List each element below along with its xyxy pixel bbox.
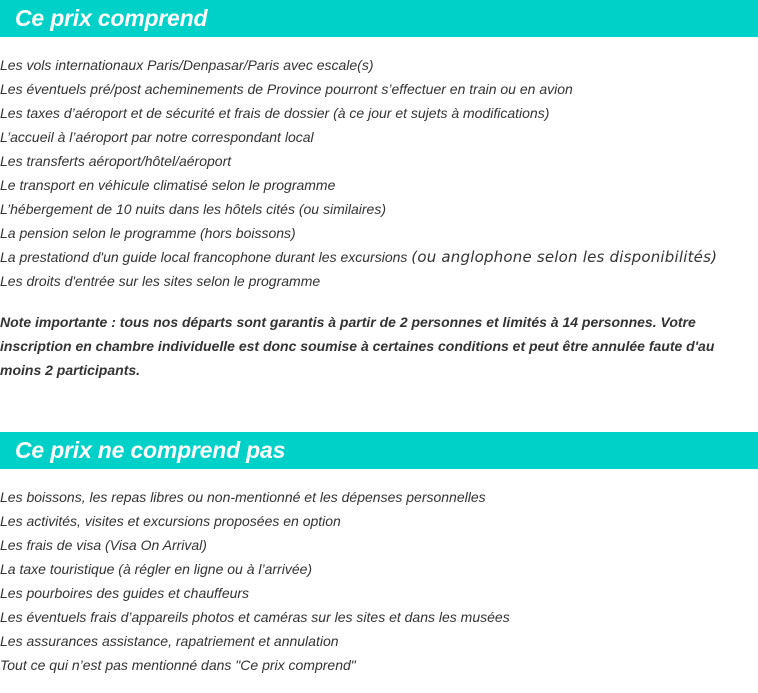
list-item: Les boissons, les repas libres ou non-mentionné et les dépenses personnelles [0,489,486,505]
list-item: Les droits d'entrée sur les sites selon le programme [0,273,321,289]
list-item: Les activités, visites et excursions proposées en option [0,513,341,529]
excludes-list [0,485,758,677]
list-item: Les éventuels pré/post acheminements de Province pourront s’effectuer en train ou en avion [0,81,573,97]
includes-header [0,0,758,37]
guide-language-note: (ou anglophone selon les disponibilités) [411,248,718,266]
list-item: La taxe touristique (à régler en ligne ou à l’arrivée) [0,561,313,577]
guide-item-text: La prestationd d'un guide local francophone durant les excursions [0,249,408,265]
list-item: Les frais de visa (Visa On Arrival) [0,537,207,553]
list-item: Les éventuels frais d’appareils photos et caméras sur les sites et dans les musées [0,609,510,625]
list-item: Le transport en véhicule climatisé selon le programme [0,177,336,193]
list-item: Les taxes d’aéroport et de sécurité et frais de dossier (à ce jour et sujets à modifications) [0,105,550,121]
includes-title: Ce prix comprend [15,5,208,31]
excludes-title: Ce prix ne comprend pas [15,437,286,463]
important-note: Note importante : tous nos départs sont garantis à partir de 2 personnes et limités à 14 personnes. Votre inscription en chambre individuelle est donc soumise à certaines conditions et peut être annulée faute d'au moins 2 participants. [0,314,715,378]
includes-list [0,53,758,293]
list-item: L’hébergement de 10 nuits dans les hôtels cités (ou similaires) [0,201,386,217]
list-item: Les assurances assistance, rapatriement et annulation [0,633,339,649]
list-item: Tout ce qui n’est pas mentionné dans "Ce prix comprend" [0,657,356,673]
excludes-header [0,432,758,469]
list-item: La pension selon le programme (hors boissons) [0,225,296,241]
list-item-guide [0,245,758,269]
list-item: Les transferts aéroport/hôtel/aéroport [0,153,232,169]
list-item: L’accueil à l’aéroport par notre correspondant local [0,129,314,145]
list-item: Les pourboires des guides et chauffeurs [0,585,250,601]
list-item: Les vols internationaux Paris/Denpasar/Paris avec escale(s) [0,57,374,73]
